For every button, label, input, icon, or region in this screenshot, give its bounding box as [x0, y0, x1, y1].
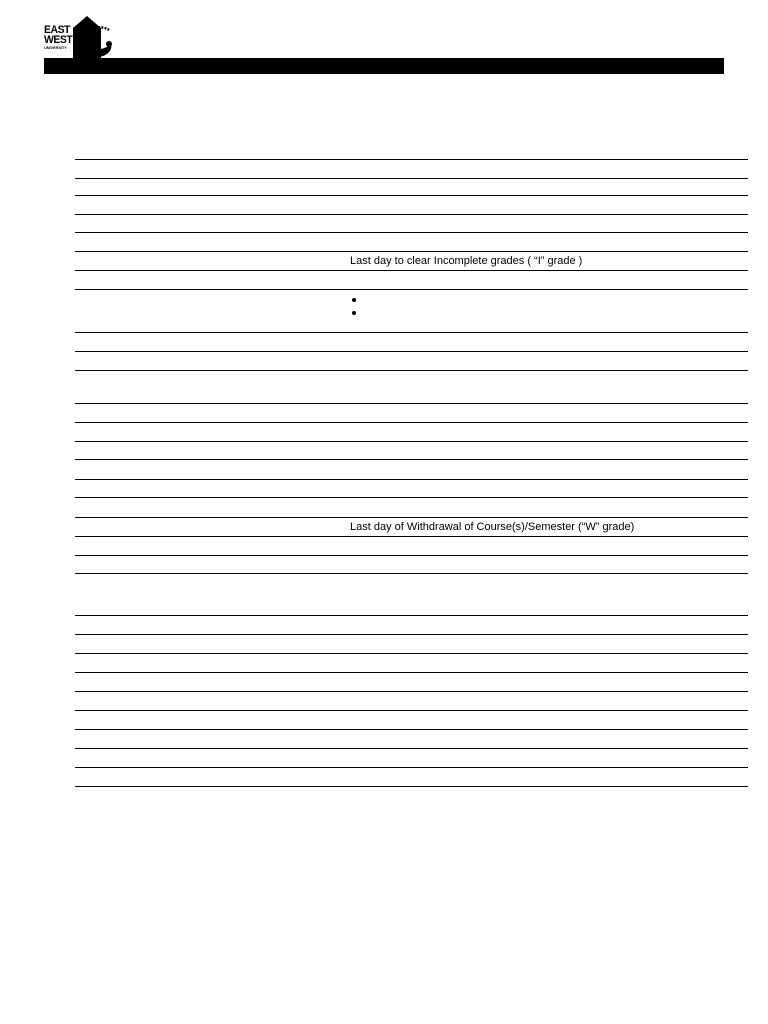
calendar-row [75, 423, 748, 442]
calendar-row [75, 333, 748, 352]
calendar-row [75, 196, 748, 215]
calendar-row [75, 215, 748, 233]
calendar-row [75, 692, 748, 711]
calendar-row [75, 635, 748, 654]
logo-line-university: UNIVERSITY [44, 45, 67, 50]
calendar-row [75, 730, 748, 749]
calendar-row [75, 574, 748, 616]
calendar-row [75, 654, 748, 673]
calendar-row [75, 537, 748, 556]
calendar-event: Last day to clear Incomplete grades ( “I” grade ) [350, 255, 583, 267]
logo-seal-icon [71, 14, 117, 60]
calendar-event: Last day of Withdrawal of Course(s)/Semester (“W” grade) [350, 521, 635, 533]
calendar-row [75, 371, 748, 404]
calendar-row [75, 442, 748, 460]
calendar-row [75, 673, 748, 692]
calendar-row [75, 480, 748, 498]
header-bar [44, 58, 724, 74]
university-logo [44, 14, 124, 60]
calendar-row [75, 711, 748, 730]
logo-wordmark [44, 25, 72, 50]
logo-line-east: EAST [44, 24, 70, 36]
calendar-row [75, 160, 748, 179]
calendar-row [75, 252, 748, 271]
calendar-row [75, 498, 748, 518]
calendar-row [75, 290, 748, 333]
academic-calendar-table [75, 159, 748, 787]
calendar-row [75, 518, 748, 537]
calendar-row [75, 271, 748, 290]
event-bullet-item [350, 294, 364, 307]
calendar-row [75, 352, 748, 371]
calendar-row [75, 768, 748, 787]
event-bullet-item [350, 307, 364, 320]
event-bullet-list [350, 294, 364, 320]
calendar-row [75, 556, 748, 574]
calendar-row [75, 179, 748, 196]
calendar-row [75, 616, 748, 635]
calendar-row [75, 749, 748, 768]
calendar-row [75, 404, 748, 423]
calendar-row [75, 460, 748, 480]
logo-line-west: WEST [44, 34, 73, 46]
calendar-row [75, 233, 748, 252]
